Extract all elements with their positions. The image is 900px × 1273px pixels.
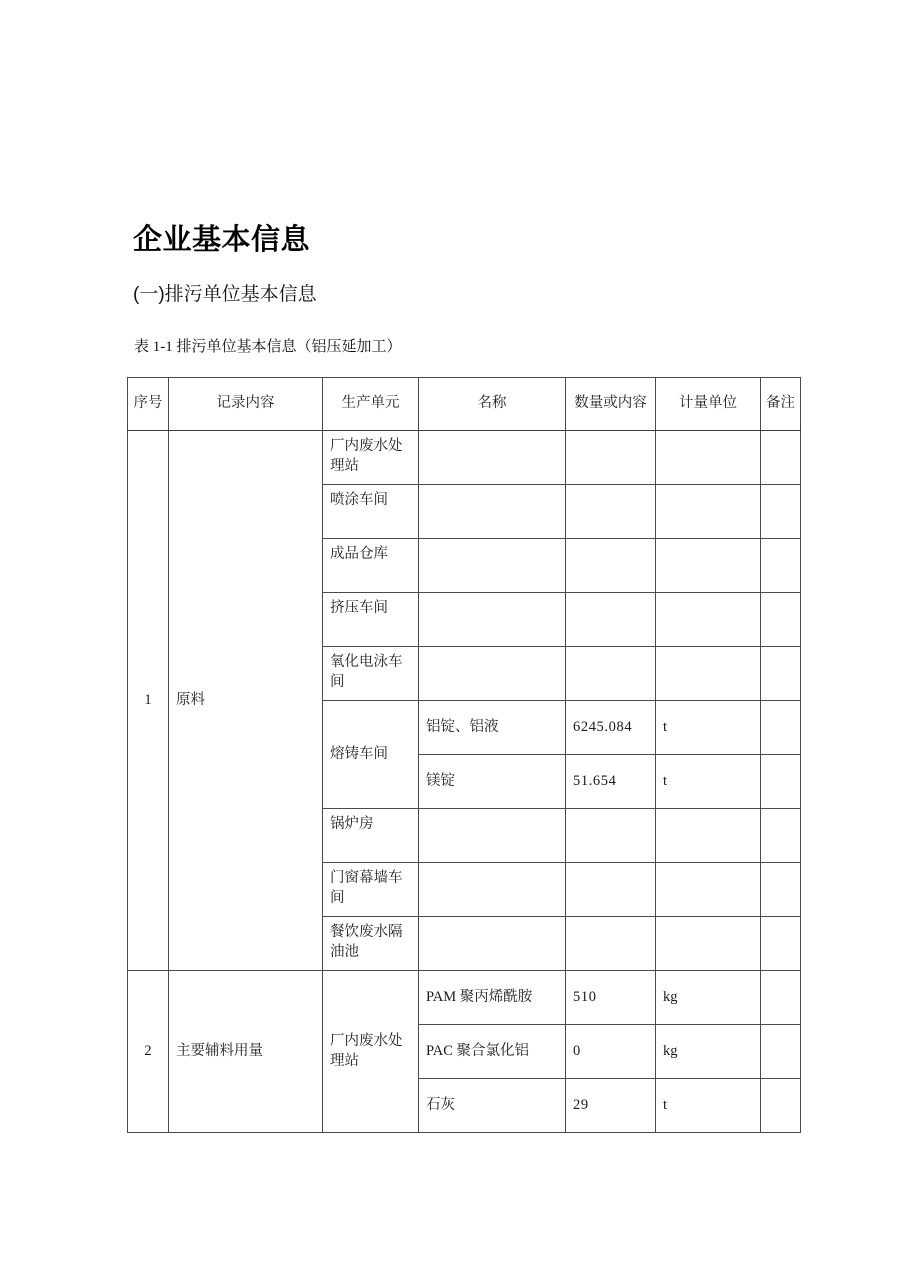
empty-cell-content: [426, 565, 558, 566]
empty-cell-content: [663, 943, 753, 944]
column-header-measurement-unit: 计量单位: [656, 378, 761, 431]
cell-name: [419, 593, 566, 647]
empty-cell-content: [768, 511, 793, 512]
cell-production-unit: 厂内废水处理站: [323, 971, 419, 1133]
empty-cell-content: [426, 943, 558, 944]
cell-quantity: 51.654: [566, 755, 656, 809]
cell-remark: [761, 809, 801, 863]
cell-measurement-unit: [656, 809, 761, 863]
cell-quantity: [566, 431, 656, 485]
cell-measurement-unit: [656, 485, 761, 539]
empty-cell-content: [768, 619, 793, 620]
empty-cell-content: [573, 457, 648, 458]
empty-cell-content: [426, 619, 558, 620]
cell-production-unit: 成品仓库: [323, 539, 419, 593]
empty-cell-content: [573, 565, 648, 566]
cell-remark: [761, 971, 801, 1025]
column-header-name: 名称: [419, 378, 566, 431]
cell-measurement-unit: kg: [656, 1025, 761, 1079]
empty-cell-content: [768, 673, 793, 674]
empty-cell-content: [768, 997, 793, 998]
cell-name: [419, 431, 566, 485]
cell-name: [419, 539, 566, 593]
cell-remark: [761, 539, 801, 593]
empty-cell-content: [573, 511, 648, 512]
cell-remark: [761, 1079, 801, 1133]
cell-measurement-unit: [656, 431, 761, 485]
cell-remark: [761, 863, 801, 917]
cell-remark: [761, 917, 801, 971]
cell-quantity: [566, 647, 656, 701]
cell-production-unit: 挤压车间: [323, 593, 419, 647]
empty-cell-content: [573, 673, 648, 674]
empty-cell-content: [768, 889, 793, 890]
cell-measurement-unit: t: [656, 701, 761, 755]
cell-remark: [761, 1025, 801, 1079]
empty-cell-content: [663, 565, 753, 566]
table-row: [128, 431, 801, 485]
column-header-index: 序号: [128, 378, 169, 431]
column-header-remark: 备注: [761, 378, 801, 431]
cell-production-unit: 门窗幕墙车间: [323, 863, 419, 917]
cell-production-unit: 喷涂车间: [323, 485, 419, 539]
empty-cell-content: [768, 727, 793, 728]
cell-quantity: [566, 593, 656, 647]
cell-name: [419, 863, 566, 917]
column-header-quantity: 数量或内容: [566, 378, 656, 431]
empty-cell-content: [426, 835, 558, 836]
empty-cell-content: [663, 673, 753, 674]
empty-cell-content: [663, 835, 753, 836]
cell-quantity: 6245.084: [566, 701, 656, 755]
column-header-record-content: 记录内容: [169, 378, 323, 431]
cell-measurement-unit: kg: [656, 971, 761, 1025]
empty-cell-content: [663, 511, 753, 512]
cell-name: [419, 485, 566, 539]
empty-cell-content: [768, 1051, 793, 1052]
cell-quantity: [566, 863, 656, 917]
empty-cell-content: [768, 565, 793, 566]
cell-measurement-unit: [656, 647, 761, 701]
empty-cell-content: [663, 889, 753, 890]
empty-cell-content: [573, 943, 648, 944]
empty-cell-content: [663, 619, 753, 620]
table-header-row: [128, 378, 801, 431]
cell-remark: [761, 647, 801, 701]
empty-cell-content: [573, 889, 648, 890]
cell-remark: [761, 701, 801, 755]
section-heading: (一)排污单位基本信息: [133, 283, 317, 305]
cell-index: 2: [128, 971, 169, 1133]
cell-measurement-unit: [656, 917, 761, 971]
cell-quantity: 0: [566, 1025, 656, 1079]
empty-cell-content: [768, 457, 793, 458]
cell-remark: [761, 485, 801, 539]
cell-measurement-unit: [656, 593, 761, 647]
column-header-production-unit: 生产单元: [323, 378, 419, 431]
empty-cell-content: [663, 457, 753, 458]
cell-quantity: [566, 539, 656, 593]
empty-cell-content: [426, 457, 558, 458]
cell-production-unit: 餐饮废水隔油池: [323, 917, 419, 971]
cell-name: 铝锭、铝液: [419, 701, 566, 755]
cell-name: [419, 809, 566, 863]
cell-quantity: 29: [566, 1079, 656, 1133]
empty-cell-content: [768, 1105, 793, 1106]
empty-cell-content: [768, 943, 793, 944]
cell-remark: [761, 593, 801, 647]
cell-record-content: 主要辅料用量: [169, 971, 323, 1133]
empty-cell-content: [768, 781, 793, 782]
cell-index: 1: [128, 431, 169, 971]
cell-remark: [761, 755, 801, 809]
basic-info-table: [127, 377, 801, 1133]
cell-name: 石灰: [419, 1079, 566, 1133]
empty-cell-content: [426, 889, 558, 890]
cell-name: [419, 647, 566, 701]
empty-cell-content: [573, 619, 648, 620]
cell-name: [419, 917, 566, 971]
cell-production-unit: 厂内废水处理站: [323, 431, 419, 485]
table-row: [128, 971, 801, 1025]
empty-cell-content: [426, 511, 558, 512]
empty-cell-content: [573, 835, 648, 836]
cell-production-unit: 氧化电泳车间: [323, 647, 419, 701]
cell-name: PAC 聚合氯化铝: [419, 1025, 566, 1079]
cell-quantity: [566, 809, 656, 863]
empty-cell-content: [768, 835, 793, 836]
empty-cell-content: [426, 673, 558, 674]
cell-quantity: [566, 485, 656, 539]
page-title: 企业基本信息: [133, 224, 311, 257]
cell-name: 镁锭: [419, 755, 566, 809]
cell-measurement-unit: [656, 863, 761, 917]
cell-measurement-unit: t: [656, 755, 761, 809]
cell-production-unit: 熔铸车间: [323, 701, 419, 809]
table-body: [128, 431, 801, 1133]
cell-production-unit: 锅炉房: [323, 809, 419, 863]
table-caption: 表 1-1 排污单位基本信息（铝压延加工）: [134, 339, 402, 355]
cell-remark: [761, 431, 801, 485]
cell-quantity: [566, 917, 656, 971]
cell-quantity: 510: [566, 971, 656, 1025]
cell-measurement-unit: t: [656, 1079, 761, 1133]
cell-record-content: 原料: [169, 431, 323, 971]
cell-measurement-unit: [656, 539, 761, 593]
cell-name: PAM 聚丙烯酰胺: [419, 971, 566, 1025]
